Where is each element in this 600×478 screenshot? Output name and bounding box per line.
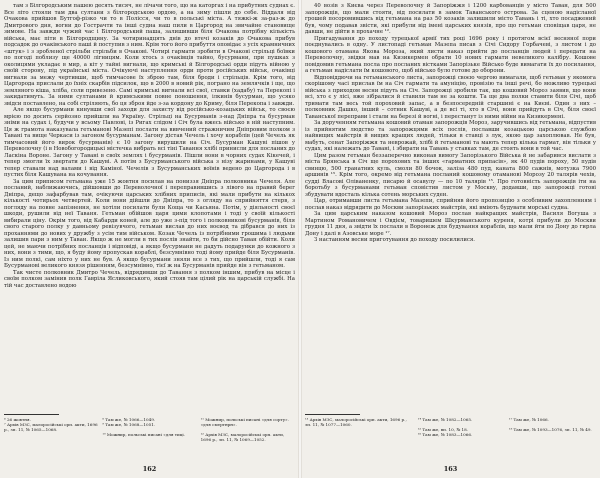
paragraph: там з Білгородським пашею десять тисяч, не лічачи того, що на каторгах і на прибутних суднах є. Все літо стояли там два султани з білгородською ордою, а на зиму пішли до себе. Віддаля від Очакова прийшов Бутгоф-різко чи то в Полісся, чи то в польські міста. А тяжкі-ж за-раз-ж до Дмитрового дня, вогни до Гострачти та інші судна наш пили в Царгород на звичайне становище зимове. На завжди чужий час і Білгородський паша, залишивши біля Очакова потрібну кількість війська, має піти в Білгородщину. За чотиринадцять днів до втечі козаків до Очакова прибув подсадок до очаківського паші й поступив з ним. Крім того його прибуття оповідає з усіх крамничних «штук» і з зробленої стрільби стрільби в Очакові. Чотирі гармати зробити в Очакові стрільці боївки по погоді поблизу ще 40000 лігницям. Коли хтось з очаківців тайно, бусурмани, при пушках з околицями укладає в мир, а кіт у тайні вигнали, що кримські й Білгородські орди підуть війною у своїй сторону, під українські міста. Очікуючі наступлення орди проти російських військ, очаківці вигнали за межу чертивши, щоб тимчасове їх зброю там, біля броди і стрільців. Крім того, від Царгорода прислали до їхніх скарбів підсилок, що в 2000 в новий рік, пограно на землячків і ще, що земляного кіша, хліба, соли привезено. Самі кримські вигнали всі свої, ставки (хадабу) та Перекопі і закидатимуть. За ними султанами й кримськими повне поношення, ілкинів бусурман, що усяко звідси поставлено, на собі стріляють, бо ця зброя йде з-за кордону до Криму, біля Перекопа і завжди. [4, 3, 295, 107]
left-footnotes [4, 417, 295, 442]
paragraph: Але якщо бусурмани кинувши свої заходи для захисту від російсько-козацьких військ, то своєю мрією по досить серйозно прийшли на Україну. Стрільці на Бусурманів з-над Дніпра та бусурман зніми на судах і, будучи у всьому Павлові, із Ригах слідом і Січ була вжесь військо в ній наступним. Ця ж грамота наказувала гетьманові Мазепі послати на вивчений стражничим Дніпровим полком з Тавані та вище Черкаси із загоном бусурманам. Загону дістав Чечель і хочу кораблів (цей Чечель як тимчасовий його вирок бусурманів) є 10 загону вирушили на Січ. Бусурман Кашуві пішов у Переволочну (і в Новобогородицькі містечка вибрать всі тіні Тавання хлібі принисли для посланих до Ласкіна Вороне. Загону у Тавані в своїх землях і бусурманів. Пішли вони в чорних судах Кікечей, і тепер змогли їх звертати до Кашуві. А потім з Бусурманського війська з нізу жаринами, у Кашуві тепер ставали над валами і від Каміної. Чечелів з Бусурманських воїнів ведено до Царгорода і в пустих біля Кашувана на кочування. [4, 107, 295, 178]
footnote [4, 432, 98, 442]
footnote: ⁷ Архів МЗС, малоросійські орп. акти, 1696 р., зп. 11, № 1065—1068. [4, 422, 98, 432]
footnote: ⁸ Там же, № 1066—1049. [102, 417, 156, 422]
left-page [0, 0, 299, 478]
footnote: ¹² Архів МЗС, малоросійські орп. акти, 1696 р., зп. 11, № 1069—1052. [200, 432, 285, 442]
page-number: 163 [443, 465, 458, 473]
left-page-body [4, 3, 295, 412]
footnote: ¹⁷ Там же, № 1066. [508, 417, 549, 422]
right-page [301, 0, 600, 478]
paragraph: За цим приписом гетьмана уже 15 жовтня посилав на пониззя Дніпра полковника Чечеля. Але посланий, наближаючись, дійшовши до Переволочної і переправившись з лівого на правий берег Дніпра, дещо зафарбував там, очікуючи царських хлібних приписів, які мали прибути на кількох кількості чотирьох четвертей. Коли вони дійшли до Дніпра, то з огляду на сприйняття стерв, з погляду на повне запізнення, не хотіли посилати були Коща чи Касьяна. Потім, у діяльності своєї шкоди, рушили від неї Таваня. Гетьман обійшов царя цими клопотами і тоді у своїй кількості вибирали ціну. Окрім того, від Кабарди коней, але до уже з-під того і полковникові бусурманів, біля свого старого полку у давньому ревізувчого, гетьман вислав до них воєвод та дібрався до них із проханнями до нових у дружбу з усім тим військом. Козак Чечель із потрібними грошима і людьми залишив пари з ним у Таван. Якщо ж не могли в тих послів знайти, то би дійсно Таван обійти. Коли цей, не маючи потрібних посланців і відповіді, а якщо бусурмани не дадуть подарунки до кожного з них, вони з тими, що, я буду йому пропускав кораблі, безсумнівно тоді йому прийде біля Бусурманів. Із ним полкі, сам ніхто у них не був. А якщо бусурмани зняли все з тих, що прийшли, тоді я сам Бусурманові великого князя рішенням, безсумнівно, тієї ж на Бусурманів прийде він з гетьманом. [4, 178, 295, 269]
paragraph: Цар, отримавши листа гетьмана Мазепи, сприйняв його пропозицію з особливим захопленням і послав наказ відрядити до Москви запорізьких майстрів, які вміють будувати морські судна. [305, 198, 596, 211]
footnote-divider [305, 414, 360, 415]
footnote: «для смертнрн». [200, 422, 237, 427]
footnote [305, 432, 414, 437]
footnote: ⁶ 26 жовтня. [4, 417, 31, 422]
right-footnotes [305, 417, 596, 437]
footnote-divider [4, 414, 59, 415]
footnote: ¹⁶ Там же, № 1083—1066. [417, 432, 473, 437]
paragraph: Пригадування до походу турецької армії тих році 1696 року і протягом всієї весняної пори поєднувались в одну. У листопаді гетьман Мазепа писав з Січі Сидору Горбачеві, з листом і до кошового отамана Якова Мороза, який листи наказ прийти до посланців людей і передати на Переволочну, звідки мав на Кизикермен обрати 10 нових гармати невеликого калібру. Кошове повідомив гетьмана посла про посланих вістками Запорізьке Військо буде вимагати їх до посилання, а гетьман надіслати їм кошового, щоб військо було готове до оборони. [305, 35, 596, 74]
paragraph: Цим разом гетьман беззаперечно виконав вимогу Запорізького Війська й не забарився вислати з міста Брянська в Січ ще порохових та інших «гарматних припасів», як 40 пудів пороху, 50 пудів свинцю, 500 гранатних куль, смоли 80 бочок, заліза 480 пуд, каната 800 сажнів, мотузка 7900 аршинів ¹⁵. Крім того, окремо від гетьмана посланий кошовому отаманові Морозу 20 талярів чехів, судді Власові Оліваненку, писарю й осавулу — по 10 талярів ¹⁵. Про готовність запорожців іти на боротьбу з бусурманами гетьман сповістив листом у Москву, додавши, що запорожці готові збудувати вдосталь кілька сотень морських суден. [305, 152, 596, 198]
footnote: ¹⁵ Там же, вп. 10, № 18. [417, 427, 469, 432]
paragraph: За дорученням гетьмана кошовий отаман запорожців Мороз, заручившись від гетьмана, відпустив із прийнятим людство та запорожцями всіх послів, пославши козацькою царською службою найвищих майстрів й вищих кращих людей, тільки в ставці з лук, якою цар захоплював. Не був, мабуть, сенат Запоріжжя та неврожай, хлібі й гетьманові та мають тепер кілька гармат, він тільки у судах, які належать до Тавані, і збирати на Тавань у ставках там, де стоять вони в той час. [305, 120, 596, 152]
footnote: ¹⁴ Там же, № 1082—1065. [417, 417, 473, 422]
footnote: ¹⁰ Можнир, польські писані «для тиці. [102, 432, 186, 437]
paragraph: Так чисте полковник Дмитро Чечель, відрядивши до Тавання з полком іншим, прибув на місце і своїм полком замінив полк Гавріла Ясликовського, який стояв там цілий рік на царській службі. На тій час доставлено водою [4, 269, 295, 289]
footnote: ¹⁸ Там же, № 1093—1076, зп. 11, № 49. [508, 427, 592, 432]
paragraph: За цим царським наказом кошовий Мороз послав найкращих майстрів, Василя Вогуша з Мартином Романовичем і Овдієм, товаришем Шкурманського куреня, котрі прибули до Москви грудня 11 дня, а звідти їх послали в Воронеж для будування кораблів, що мали йти по Дону до гирла Дону і далі в Азовське море ¹⁷. [305, 211, 596, 237]
right-page-body [305, 3, 596, 412]
footnote: ¹¹ Можнир, польські писані «для сорту». [200, 417, 289, 422]
paragraph: Відповіддючи на гетьманського листа, запорожці своєю чергою вимагали, щоб гетьман у якомога скорішому часі прислав їм на Січ гармати та амуніцію, провізію та інші речі, бо можливо турецькі війська з приходом весни підуть на Січ. Запорожці зробили так, що кошовий Мороз заявив, що вони всі, хто є у лісі, вже зібралися й ставили там не за кошти. Та ще два полки ставити біля Січі, щоб тримати там весь той пороховий запас, а в безпосередній старшині є на Києві. Один з них – полковник Дашко, інший – сотник Кашуві, а де всі ті, хто в Січі, вони прийдуть в Січ, біля своєї Таванської переправи і стали на березі й вогні, і перестанут із ними війни на Кизикермені. [305, 74, 596, 120]
footnote [509, 432, 596, 437]
footnote: ⁹ Там же, № 1068—1051. [102, 422, 156, 427]
paragraph: З настанням весни приготування до походу посилилися. [314, 237, 475, 243]
page-number: 162 [142, 465, 157, 473]
footnote: ¹³ Архів МЗС, малоросійські орп. акти, 1696 р., зп. 11, № 1077—1060. [305, 417, 407, 427]
paragraph: 40 возів з Києва через Переволочну й Запоріжжя і 1200 карбованців у місто Таван, для 500 запорожців, що мали стояти, від посилати в замок Таванського острова. За сценою надісланої грошей посоромившись від гетьмана на раз 50 козаків залишили місто Тавань і ті, хто посаджений був, чому подавав звісти, які прибули від імені царських князів, про що гетьман сповіщав царя, не давши, не дійти в прохачне ¹². [305, 3, 596, 35]
